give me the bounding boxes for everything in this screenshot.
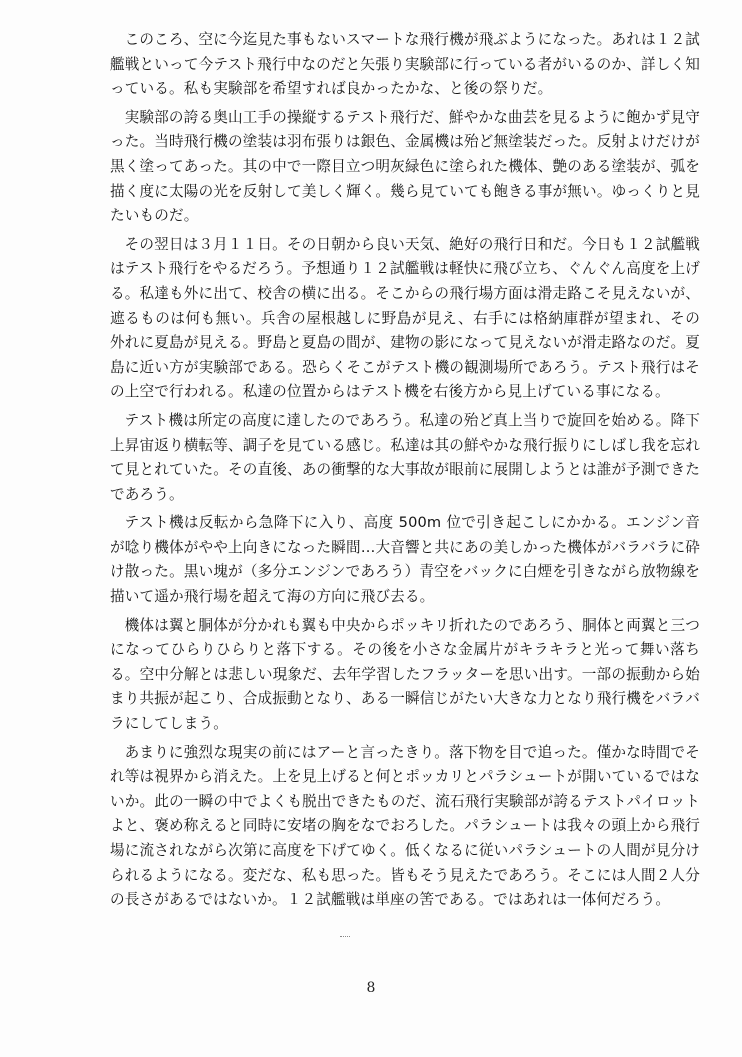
paragraph-4: テスト機は所定の高度に達したのであろう。私達の殆ど真上当りで旋回を始める。降下上昇宙返り横転等、調子を見ている感じ。私達は其の鮮やかな飛行振りにしばし我を忘れて見とれていた。その直後、あの衝撃的な大事故が眼前に展開しようとは誰が予測できたであろう。	[110, 411, 700, 503]
paragraph-1: このころ、空に今迄見た事もないスマートな飛行機が飛ぶようになった。あれは１２試艦戦といって今テスト飛行中なのだと矢張り実験部に行っている者がいるのか、詳しく知っている。私も実験部を希望すれば良かったかな、と後の祭りだ。	[110, 31, 700, 98]
paragraph-6: 機体は翼と胴体が分かれも翼も中央からポッキリ折れたのであろう、胴体と両翼と三つになってひらりひらりと落下する。その後を小さな金属片がキラキラと光って舞い落ちる。空中分解とは悲しい現象だ、去年学習したフラッターを思い出す。一部の振動から始まり共振が起こり、合成振動となり、ある一瞬信じがたい大きな力となり飛行機をバラバラにしてしまう。	[110, 616, 700, 733]
paragraph-7: あまりに強烈な現実の前にはアーと言ったきり。落下物を目で追った。僅かな時間でそれ等は視界から消えた。上を見上げると何とポッカリとパラシュートが開いているではないか。此の一瞬の中でよくも脱出できたものだ、流石飛行実験部が誇るテストパイロットよと、褒め称えると同時に安堵の胸をなでおろした。パラシュートは我々の頭上から飛行場に流されながら次第に高度を下げてゆく。低くなるに従いパラシュートの人間が見分けられるようになる。変だな、私も思った。皆もそう見えたであろう。そこには人間２人分の長さがあるではないか。１２試艦戦は単座の筈である。ではあれは一体何だろう。	[110, 743, 700, 909]
paragraph-3: その翌日は３月１１日。その日朝から良い天気、絶好の飛行日和だ。今日も１２試艦戦はテスト飛行をやるだろう。予想通り１２試艦戦は軽快に飛び立ち、ぐんぐん高度を上げる。私達も外に出て、校舎の横に出る。そこからの飛行場方面は滑走路こそ見えないが、遮るものは何も無い。兵舎の屋根越しに野島が見え、右手には格納庫群が望まれ、その外れに夏島が見える。野島と夏島の間が、建物の影になって見えないが滑走路なのだ。夏島に近い方が実験部である。恐らくそこがテスト機の観測場所であろう。テスト飛行はその上空で行われる。私達の位置からはテスト機を右後方から見上げている事になる。	[110, 235, 700, 401]
paragraph-2: 実験部の誇る奥山工手の操縦するテスト飛行だ、鮮やかな曲芸を見るように飽かず見守った。当時飛行機の塗装は羽布張りは銀色、金属機は殆ど無塗装だった。反射よけだけが黒く塗ってあった。其の中で一際目立つ明灰緑色に塗られた機体、艶のある塗装が、弧を描く度に太陽の光を反射して美しく輝く。幾ら見ていても飽きる事が無い。ゆっくりと見たいものだ。	[110, 108, 700, 225]
page-number: 8	[366, 980, 376, 996]
scan-speck	[340, 936, 350, 939]
paragraph-5: テスト機は反転から急降下に入り、高度 500m 位で引き起こしにかかる。エンジン音が唸り機体がやや上向きになった瞬間…大音響と共にあの美しかった機体がバラバラに砕け散った。黒い塊が（多分エンジンであろう）青空をバックに白煙を引きながら放物線を描いて遥か飛行場を超えて海の方向に飛び去る。	[110, 514, 700, 606]
body-text	[110, 28, 700, 917]
